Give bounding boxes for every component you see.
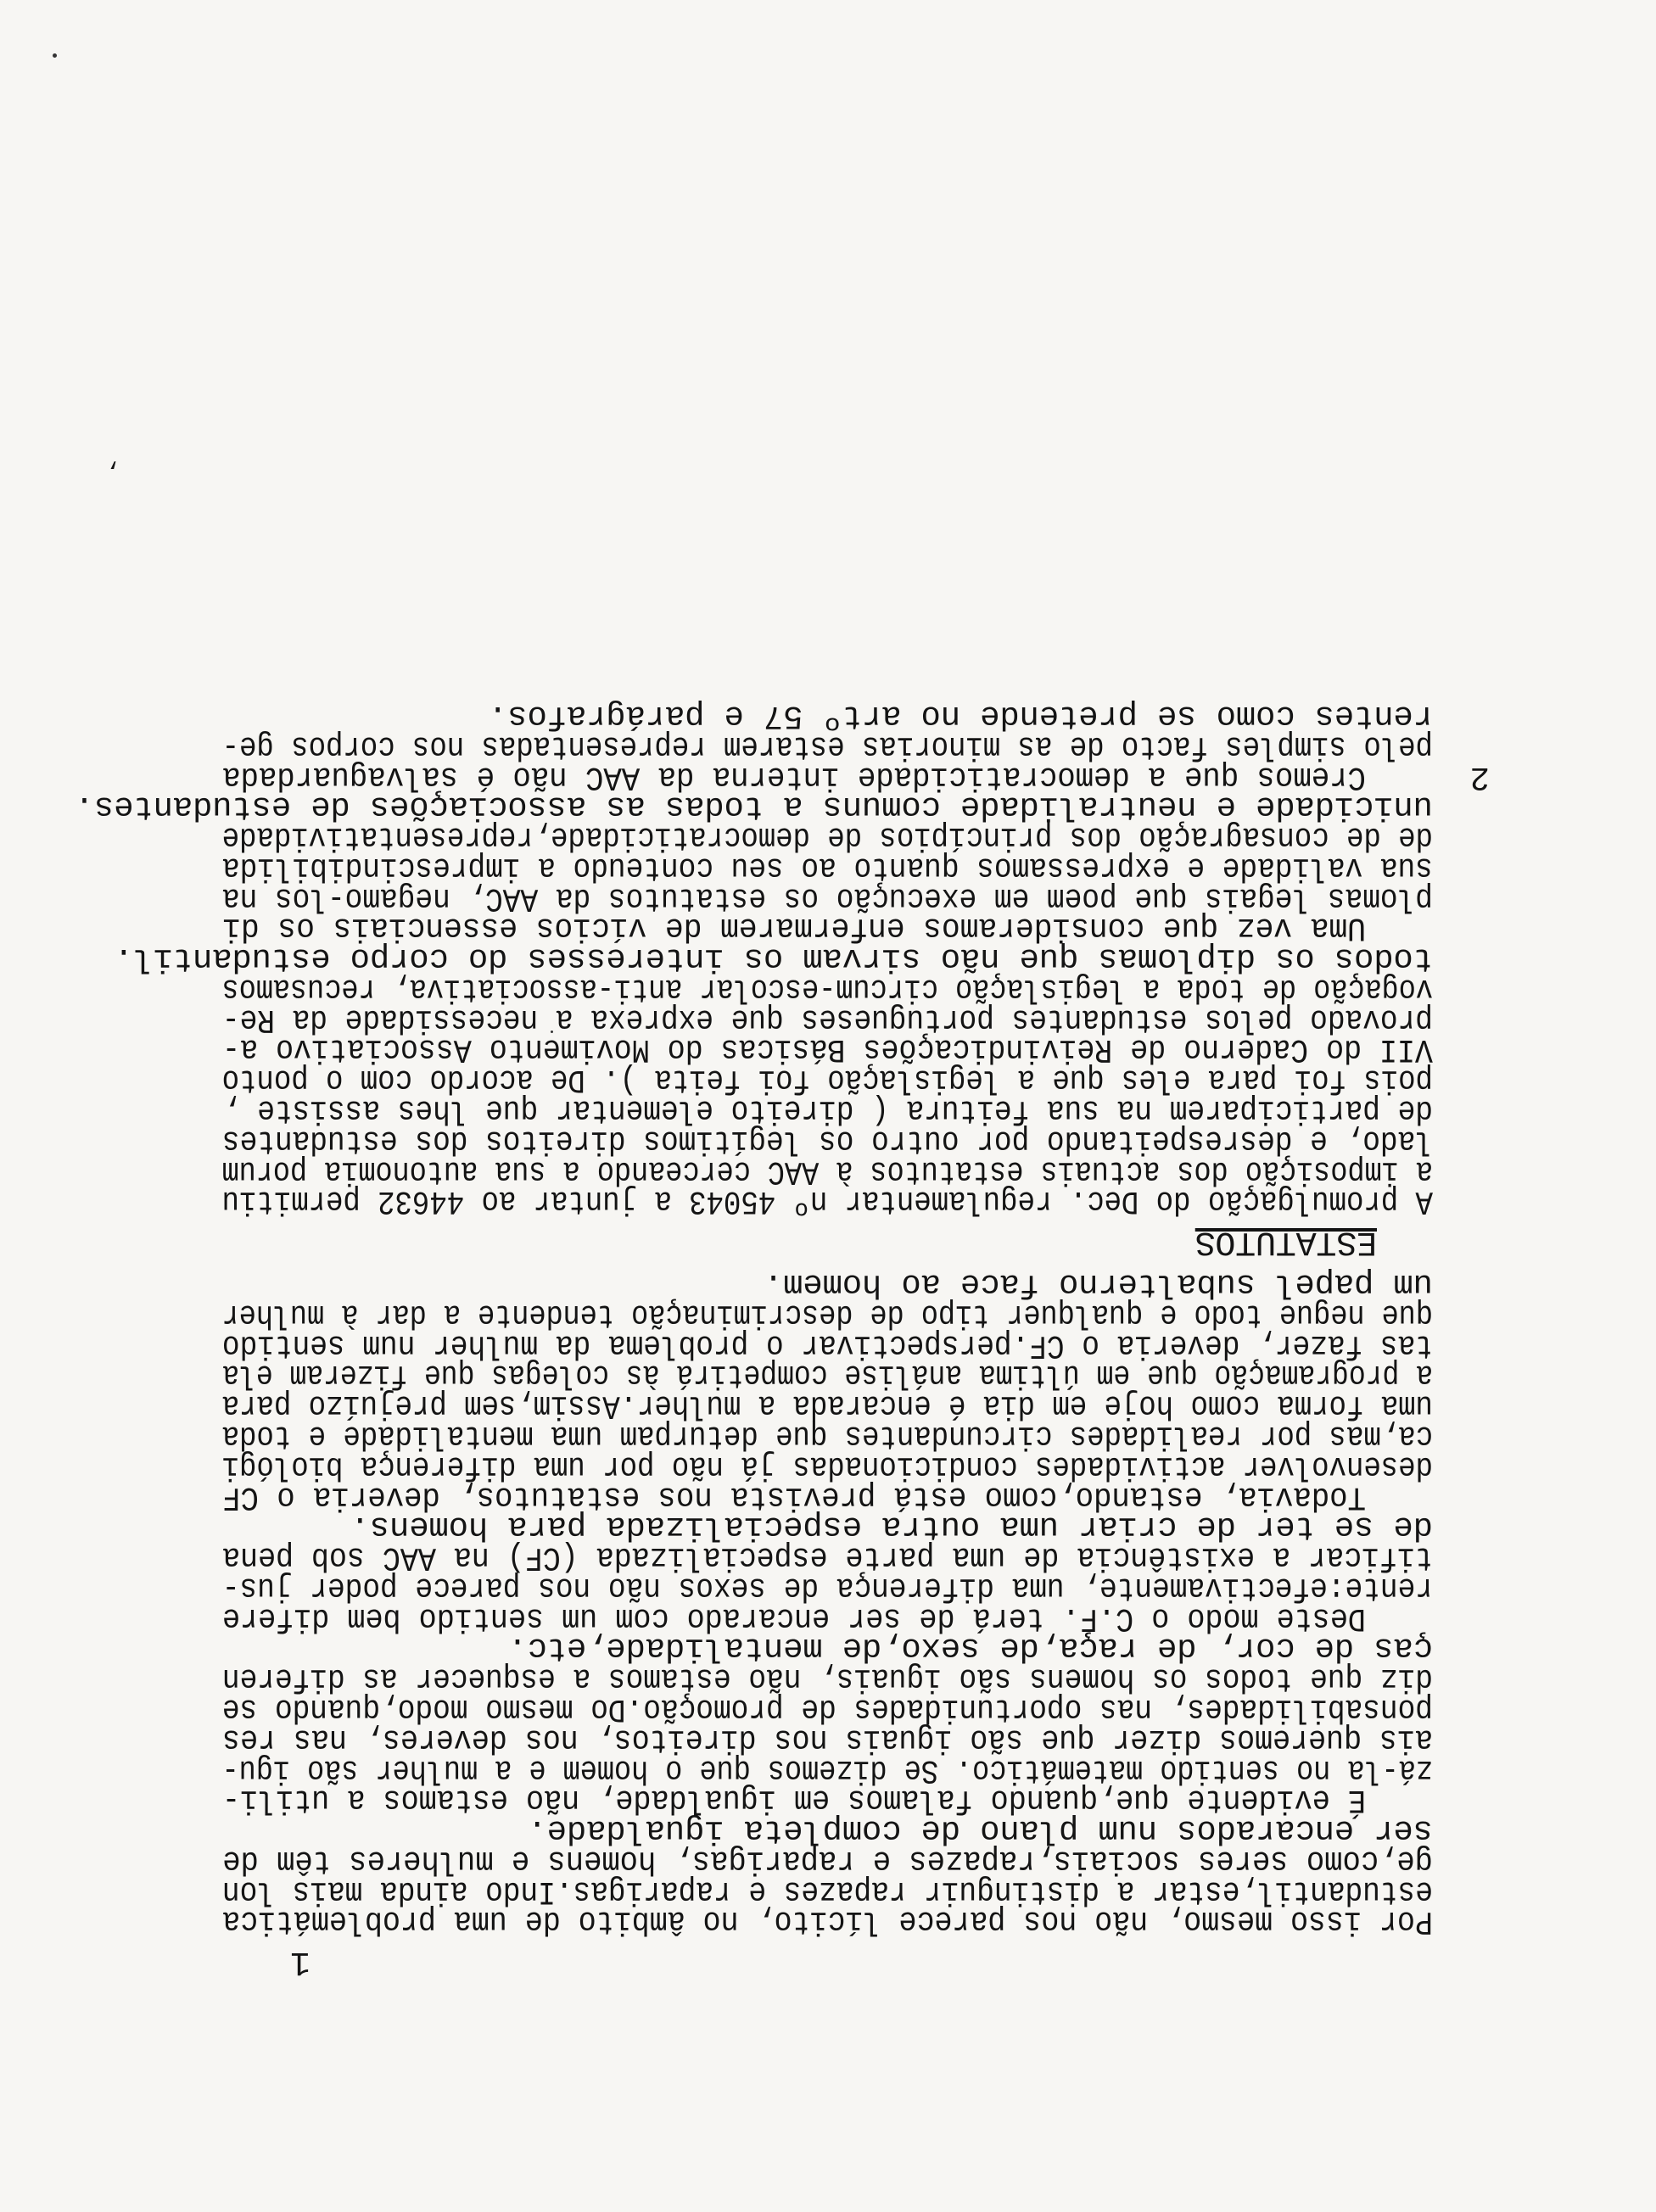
- text-line: rentes como se pretende no artº 57 e parágrafos.: [488, 697, 1433, 735]
- text-line: Uma vez que consideramos enfermarem de vícios essenciais os di: [222, 909, 1366, 947]
- text-line: pois foi para eles que a legislação foi feita ). De acordo com o ponto: [221, 1061, 1433, 1099]
- page-number: 1: [290, 1942, 310, 1980]
- text-line: de participarem na sua feitura ( direito elementar que lhes assiste ,: [221, 1092, 1433, 1130]
- text-line: ças de cor, de raça,de sexo,de mentalidade,etc.: [507, 1629, 1433, 1667]
- text-line: tas fazer, deveria o CF.perspectivar o problema da mulher num sentido: [221, 1326, 1433, 1364]
- margin-mark: ,: [104, 458, 119, 484]
- text-line: desenvolver actividades condicionadas já não por uma diferença biológi: [221, 1447, 1433, 1485]
- paragraph-number: 2: [1469, 757, 1490, 796]
- text-line: unicidade e neutralidade comuns a todas as associações de estudantes.: [74, 788, 1433, 826]
- text-line: estudantil,estar a distinguir rapazes e raparigas.Indo ainda mais lon: [221, 1872, 1433, 1910]
- text-line: ca,mas por realidades circundantes que deturpam uma mentalidade e toda: [221, 1417, 1433, 1455]
- text-line: rente:efectivamente, uma diferença de sexos não nos parece poder jus-: [221, 1569, 1433, 1606]
- text-line: Por isso mesmo, não nos parece lícito, no âmbito de uma problemática: [222, 1902, 1433, 1941]
- text-line: ge,como seres sociais,rapazes e raparigas, homens e mulheres têm de: [222, 1841, 1433, 1880]
- text-line: de se ter de criar uma outra especializada para homens.: [350, 1508, 1433, 1546]
- text-line: todos os diplomas que não sirvam os interesses do corpo estudantil.: [114, 940, 1433, 978]
- text-line: ais queremos dizer que são iguais nos direitos, nos deveres, nas res: [222, 1720, 1433, 1758]
- text-line: plomas legais que poem em execução os estatutos da AAC, negamo-los na: [221, 879, 1433, 917]
- text-line: de de consagração dos princípios de democraticidade,representatividade: [221, 818, 1433, 857]
- text-line: ser encarados num plano de completa igualdade.: [527, 1812, 1433, 1850]
- text-line: vogação de toda a legislação circum-escolar anti-associativa, recusamos: [221, 970, 1433, 1008]
- text-line: VII do Caderno de Reivindicações Básicas do Movimento Associativo a-: [222, 1031, 1433, 1069]
- text-line: uma forma como hoje em dia é encarada a mulher.Assim,sem prejuízo para: [221, 1387, 1433, 1425]
- text-line: Cremos que a democraticidade interna da AAC não é salvaguardada: [222, 757, 1366, 796]
- specks: [53, 53, 57, 58]
- text-line: Deste modo o C.F. terá de ser encarado com um sentido bem difere: [222, 1599, 1366, 1637]
- text-line: diz que todos os homens são iguais, não estamos a esquecer as diferen: [221, 1660, 1433, 1698]
- text-line: um papel subalterno face ao homem.: [764, 1265, 1433, 1304]
- text-line: provado pelos estudantes portugueses que exprexa a necessidade da Re-: [221, 1000, 1433, 1038]
- text-line: ponsabilidades, nas oportunidades de promoção.Do mesmo modo,quando se: [221, 1690, 1433, 1728]
- text-line: sua validade e expressamos quanto ao seu conteudo a imprescindibilida: [221, 848, 1433, 886]
- section-heading-estatutos: ESTATUTOS: [1194, 1221, 1377, 1260]
- text-line: tificar a existência de uma parte especializada (CF) na AAC sob pena: [222, 1539, 1433, 1577]
- text-line: Todavia, estando,como está prevista nos estatutos, deveria o CF: [222, 1477, 1366, 1516]
- text-line: zá-la no sentido matemático. Se dizemos que o homem e a mulher são igu-: [221, 1751, 1433, 1789]
- text-line: A promulgação do Dec. regulamentar nº 45043 a juntar ao 44632 permitiu: [221, 1182, 1433, 1221]
- text-line: a imposição dos actuais estatutos à AAC cerceando a sua autonomia porum: [221, 1152, 1433, 1190]
- text-line: que negue todo e qualquer tipo de descriminação tendente a dar à mulher: [221, 1296, 1433, 1333]
- text-line: lado, e desrespeitando por outro os legítimos direitos dos estudantes: [221, 1121, 1433, 1159]
- text-line: pelo simples facto de as minorias estarem representadas nos corpos ge-: [221, 727, 1433, 765]
- text-line: É evidente que,quando falamos em igualdade, não estamos a utili-: [222, 1781, 1366, 1819]
- text-line: a programação que em última análise competirá às colegas que fizeram ela: [222, 1356, 1433, 1394]
